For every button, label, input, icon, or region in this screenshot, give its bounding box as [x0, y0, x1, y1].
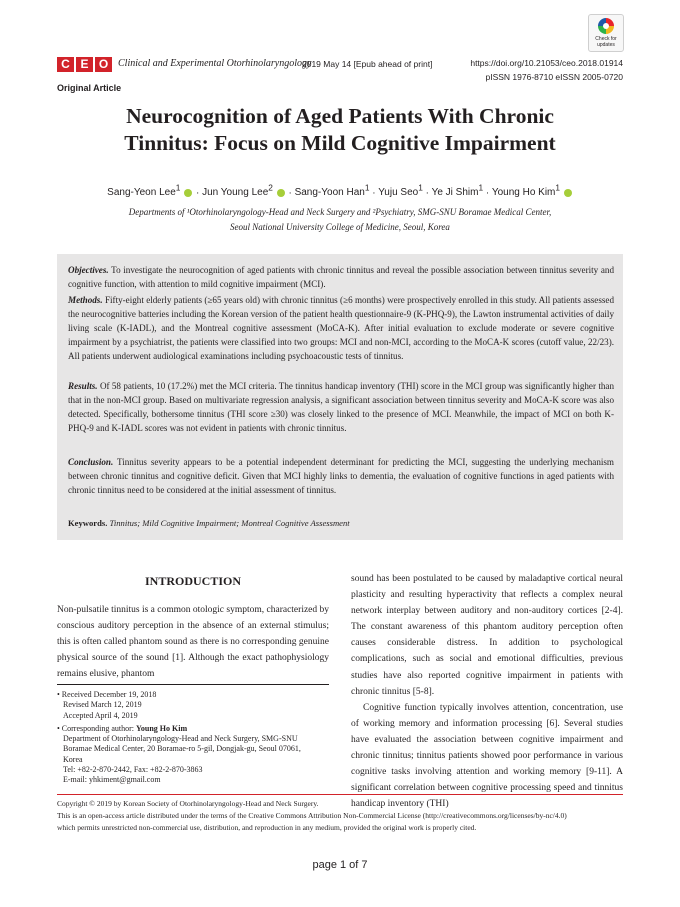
issn: pISSN 1976-8710 eISSN 2005-0720	[485, 72, 623, 82]
article-title	[57, 103, 623, 157]
address-line: Department of Otorhinolaryngology-Head and Neck Surgery, SMG-SNU	[63, 734, 298, 744]
author: Sang-Yoon Han$^1$	[294, 183, 370, 199]
affiliation-line: Departments of ¹Otorhinolaryngology-Head and Neck Surgery and ²Psychiatry, SMG-SNU Boramae Medical Center,	[128, 207, 552, 217]
badge-label: Check for updates	[595, 36, 617, 48]
author: Jun Young Lee$^2$	[202, 187, 286, 198]
body-paragraph: sound has been postulated to be caused by maladaptive cortical neural plasticity and resulting hyperactivity that reflects a complex neural network interplay between auditory and non-auditory cortices [2-4]. The constant awareness of this phantom auditory perception often causes considerable distress. In addition to psychological complications, such as social and emotional difficulties, previous studies have also reported cognitive impairment in patients with chronic tinnitus [5-8].	[351, 574, 623, 697]
title-line: Neurocognition of Aged Patients With Chronic	[126, 104, 554, 128]
author: Yuju Seo$^1$	[378, 183, 423, 199]
license-footer	[57, 798, 623, 834]
abstract-results: Results. Of 58 patients, 10 (17.2%) met the MCI criteria. The tinnitus handicap inventory (THI) score in the MCI group was significantly higher than that in the non-MCI group. Based on multivariate regression analysis, a significant association between tinnitus severity and MoCA-K score was also detected. Specifically, bothersome tinnitus (THI score ≥30) was closely linked to the presence of MCI. Meanwhile, the impact of MCI on both K-PHQ-9 and K-IADL scores was not evident in patients with chronic tinnitus.	[68, 381, 614, 434]
email: E-mail: yhkiment@gmail.com	[63, 775, 161, 785]
doi-link[interactable]: https://doi.org/10.21053/ceo.2018.01914	[470, 58, 623, 68]
publication-date: 2019 May 14 [Epub ahead of print]	[302, 59, 433, 69]
title-line: Tinnitus: Focus on Mild Cognitive Impairment	[124, 131, 556, 155]
article-type: Original Article	[57, 83, 122, 93]
address-line: Korea	[63, 754, 83, 764]
section-heading: INTRODUCTION	[144, 574, 241, 588]
author: Young Ho Kim$^1$	[492, 187, 573, 198]
divider	[57, 684, 329, 685]
accepted-date: Accepted April 4, 2019	[63, 710, 138, 720]
body-paragraph: Non-pulsatile tinnitus is a common otologic symptom, characterized by conscious auditory perception in the absence of an external stimulus; this is often called phantom sound as there is no corresponding genuine physical source of the sound [1]. Although the exact pathophysiology remains elusive, phantom	[57, 605, 330, 680]
body-column-right	[351, 571, 623, 812]
keywords: Keywords. Tinnitus; Mild Cognitive Impairment; Montreal Cognitive Assessment	[68, 518, 350, 528]
logo-letter: C	[57, 57, 74, 72]
abstract-methods: Methods. Fifty-eight elderly patients (≥65 years old) with chronic tinnitus (≥6 months) were prospectively enrolled in this study. All patients assessed the neurocognitive batteries including the Korean version of the patient health questionnaire-9 (K-PHQ-9), the Lawton instrumental activities of daily living scale (K-IADL), and the Montreal cognitive assessment (MoCA-K). After initial evaluation to exclude moderate or severe cognitive impairment by a psychiatrist, the patients were classified into two groups: MCI and non-MCI, according to the MoCA-K scores (cutoff value, 22/23). All patients underwent audiological examinations including psychoacoustic tests of tinnitus.	[68, 295, 615, 362]
journal-logo	[57, 57, 112, 72]
phone-fax: Tel: +82-2-870-2442, Fax: +82-2-870-3863	[63, 765, 203, 775]
corresponding-author: • Corresponding author: Young Ho Kim	[57, 723, 188, 733]
orcid-icon[interactable]	[277, 189, 285, 197]
abstract-conclusion: Conclusion. Tinnitus severity appears to be a potential independent determinant for predicting the MCI, suggesting the underlying mechanism between chronic tinnitus and cognitive deficit. Given that MCI highly links to dementia, the evaluation of cognitive functions in aged patients with chronic tinnitus need to be considered at the initial assessment of tinnitus.	[68, 457, 615, 496]
revised-date: Revised March 12, 2019	[63, 700, 142, 710]
article-notes	[57, 690, 329, 786]
crossmark-icon	[598, 18, 614, 34]
journal-name: Clinical and Experimental Otorhinolaryngology	[118, 58, 312, 69]
page-number: page 1 of 7	[312, 859, 368, 871]
affiliation-line: Seoul National University College of Medicine, Seoul, Korea	[230, 222, 450, 232]
orcid-icon[interactable]	[184, 189, 192, 197]
check-for-updates-button[interactable]	[588, 14, 624, 52]
abstract-objectives: Objectives. To investigate the neurocognition of aged patients with chronic tinnitus and reveal the possible association between tinnitus severity and cognitive function, with attention to mild cognitive impairment (MCI).	[68, 265, 615, 290]
received-date: • Received December 19, 2018	[57, 690, 157, 699]
body-paragraph: Cognitive function typically involves attention, concentration, use of working memory and information processing [6]. Several studies have evaluated the association between cognitive impairment and chronic tinnitus; tinnitus patients showed poor performance in various cognitive tasks involving attention and working memory [9-11]. A significant correlation between cognitive processing speed and tinnitus handicap inventory (THI)	[351, 702, 623, 810]
license-text: which permits unrestricted non-commercial use, distribution, and reproduction in any medium, provided the original work is properly cited.	[57, 823, 477, 832]
copyright: Copyright © 2019 by Korean Society of Otorhinolaryngology-Head and Neck Surgery.	[57, 799, 319, 808]
affiliations	[57, 205, 623, 235]
author-list: Sang-Yeon Lee$^1$ · Jun Young Lee$^2$ · Sang-Yoon Han$^1$ · Yuju Seo$^1$ · Ye Ji Shim$^1$ · Young Ho Kim$^1$	[57, 183, 623, 198]
logo-letter: O	[95, 57, 112, 72]
footer-divider	[57, 794, 623, 795]
author: Sang-Yeon Lee$^1$	[107, 187, 193, 198]
author: Ye Ji Shim$^1$	[431, 183, 484, 199]
address-line: Boramae Medical Center, 20 Boramae-ro 5-gil, Dongjak-gu, Seoul 07061,	[63, 744, 301, 754]
abstract-box	[57, 254, 623, 540]
orcid-icon[interactable]	[564, 189, 572, 197]
license-text: This is an open-access article distributed under the terms of the Creative Commons Attribution Non-Commercial License (http://creativecommons.org/licenses/by-nc/4.0)	[57, 811, 567, 820]
logo-letter: E	[76, 57, 93, 72]
